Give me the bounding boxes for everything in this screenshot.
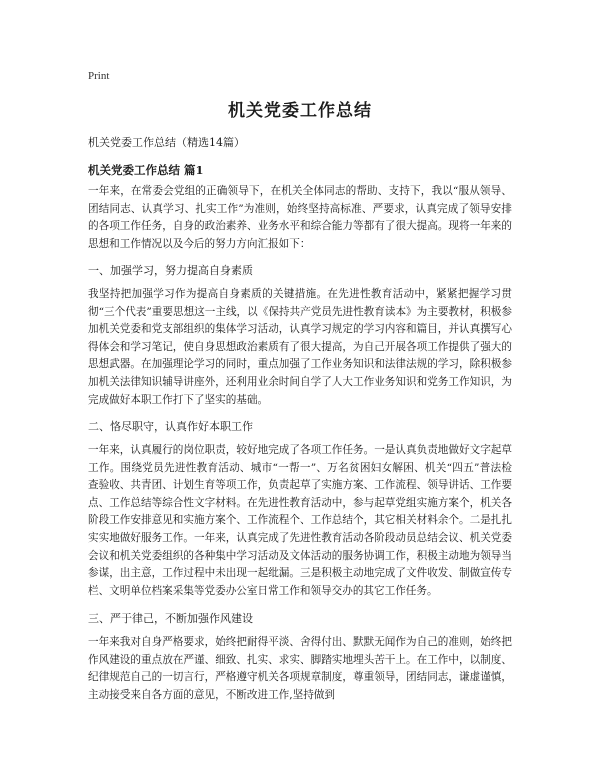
paragraph-duty: 一年来，认真履行的岗位职责，较好地完成了各项工作任务。一是认真负责地做好文字起草工作。围绕党员先进性教育活动、城市“一帮一”、万名贫困妇女解困、机关“四五”普法检查验收、共青团、计划生育等项工作，负责起草了实施方案、工作流程、领导讲话、工作要点、工作总结等综合性文字材料。在先进性教育活动中，参与起草党组实施方案个，机关各阶段工作安排意见和实施方案个、工作流程个、工作总结个，其它相关材料余个。二是扎扎实实地做好服务工作。一年来，认真完成了先进性教育活动各阶段动员总结会议、机关党委会议和机关党委组织的各种集中学习活动及文体活动的服务协调工作，积极主动地为领导当参谋，出主意，工作过程中未出现一起纰漏。三是积极主动地完成了文件收发、制做宣传专栏、文明单位档案采集等党委办公室日常工作和领导交办的其它工作任务。 — [88, 444, 512, 597]
paragraph-discipline: 一年来我对自身严格要求，始终把耐得平淡、舍得付出、默默无闻作为自己的准则，始终把作风建设的重点放在严谨、细致、扎实、求实、脚踏实地埋头苦干上。在工作中，以制度、纪律规范自己的一切言行，严格遵守机关各项规章制度，尊重领导，团结同志，谦虚谨慎，主动接受来自各方面的意见，不断改进工作,坚持做到 — [88, 636, 512, 701]
heading-study: 一、加强学习，努力提高自身素质 — [88, 264, 253, 277]
document-title: 机关党委工作总结 — [228, 101, 372, 121]
document-subtitle: 机关党委工作总结（精选14篇） — [88, 136, 245, 149]
section-title: 机关党委工作总结 篇1 — [88, 163, 204, 177]
paragraph-study: 我坚持把加强学习作为提高自身素质的关键措施。在先进性教育活动中，紧紧把握学习贯彻“三个代表”重要思想这一主线，以《保持共产党员先进性教育读本》为主要教材，积极参加机关党委和党支部组织的集体学习活动，认真学习规定的学习内容和篇目，并认真撰写心得体会和学习笔记，使自身思想政治素质有了很大提高，为自己开展各项工作提供了强大的思想武器。在加强理论学习的同时，重点加强了工作业务知识和法律法规的学习，除积极参加机关法律知识辅导讲座外，还利用业余时间自学了人大工作业务知识和党务工作知识，为完成做好本职工作打下了坚实的基础。 — [88, 288, 512, 406]
heading-duty: 二、恪尽职守，认真作好本职工作 — [88, 420, 253, 433]
heading-discipline: 三、严于律己，不断加强作风建设 — [88, 612, 253, 625]
print-label[interactable]: Print — [88, 70, 110, 82]
paragraph-intro: 一年来，在常委会党组的正确领导下，在机关全体同志的帮助、支持下，我以“服从领导、团结同志、认真学习、扎实工作”为准则，始终坚持高标准、严要求，认真完成了领导安排的各项工作任务，自身的政治素养、业务水平和综合能力等都有了很大提高。现将一年来的思想和工作情况以及今后的努力方向汇报如下： — [88, 185, 512, 250]
